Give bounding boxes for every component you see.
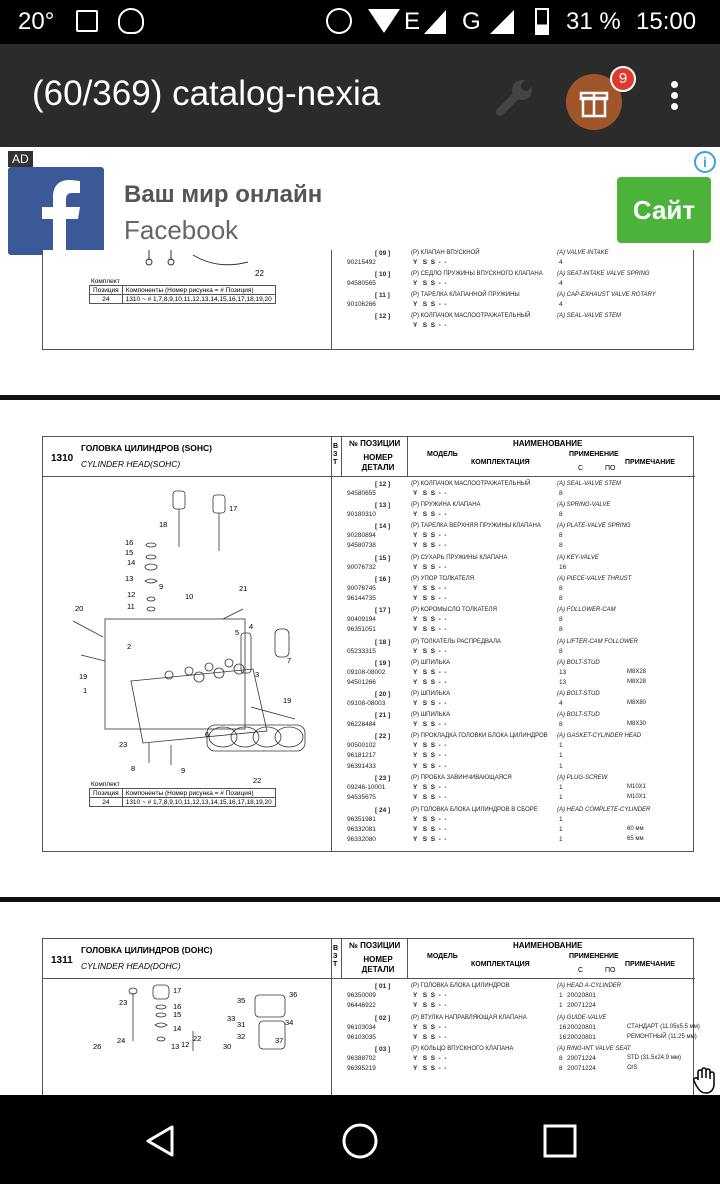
part-flags: Y S S - - [413,301,447,308]
ad-headline: Ваш мир онлайн [124,181,323,208]
part-position: [ 02 ] [375,1014,391,1022]
svg-text:11: 11 [127,602,135,611]
part-number: 09108-08002 [347,668,386,676]
facebook-logo-icon [8,167,104,255]
part-note: M8X30 [627,721,647,727]
part-name-en: (A) FOLLOWER-CAM [557,607,616,613]
col-note: ПРИМЕЧАНИЕ [625,961,675,968]
svg-text:13: 13 [125,574,134,583]
svg-text:14: 14 [127,558,136,567]
col-pos: № ПОЗИЦИИ [349,439,401,448]
part-qty: 13 [559,678,567,686]
part-number: 90180310 [347,511,376,518]
part-qty: 4 [559,280,563,287]
part-number: 96446922 [347,1002,376,1009]
part-flags: Y S S - - [413,259,447,266]
svg-text:17: 17 [173,986,182,995]
col-to: ПО [605,967,616,974]
part-qty: 1 [559,815,563,823]
section-code: 1311 [51,955,73,966]
part-flags: Y S S - - [413,752,447,759]
part-qty: 8 [559,532,563,539]
svg-text:1: 1 [83,686,88,695]
komplekt-label: Комплект [91,278,120,285]
part-number: 96350009 [347,992,376,999]
part-name-en: (A) KEY-VALVE [557,554,599,561]
part-qty: 13 [559,668,567,676]
section-title-en: CYLINDER HEAD(DOHC) [81,961,181,971]
part-position: [ 13 ] [375,502,391,509]
part-number: 96351051 [347,626,376,633]
part-name-ru: (P) ТАРЕЛКА ВЕРХНЯЯ ПРУЖИНЫ КЛАПАНА [411,523,541,529]
part-name-ru: (P) ТАРЕЛКА КЛАПАННОЙ ПРУЖИНЫ [411,292,520,298]
navigation-bar [0,1095,720,1184]
part-number: 96395219 [347,1065,376,1072]
part-qty: 8 [559,647,563,655]
part-name-ru: (P) ГОЛОВКА БЛОКА ЦИЛИНДРОВ В СБОРЕ [411,806,538,813]
part-number: 94580655 [347,490,376,497]
part-number: 96228484 [347,721,376,728]
status-bar [0,0,720,44]
part-number: 90409194 [347,616,376,623]
col-partnum: НОМЕР ДЕТАЛИ [361,453,395,472]
part-name-ru: (P) УПОР ТОЛКАТЕЛЯ [411,575,475,582]
sheet-1310 [42,436,694,852]
ad-cta-button[interactable]: Сайт [617,177,711,243]
svg-text:24: 24 [117,1036,126,1045]
part-note: M8X28 [627,678,647,685]
recents-icon [540,1121,580,1161]
download-icon [76,10,98,32]
part-flags: Y S S - - [413,647,447,655]
part-qty: 8 [559,542,563,549]
col-name: НАИМЕНОВАНИЕ [513,941,583,950]
svg-text:9: 9 [181,766,186,775]
part-name-ru: (P) ГОЛОВКА БЛОКА ЦИЛИНДРОВ [411,983,510,989]
col-apply: ПРИМЕНЕНИЕ [569,953,619,960]
part-note: STD (31.5x24.9 мм) [627,1055,681,1061]
part-flags: Y S S - - [413,1033,447,1041]
part-name-en: (A) PLUG-SCREW [557,775,608,781]
part-qty: 4 [559,259,563,266]
svg-text:35: 35 [237,996,246,1005]
komplekt-v1: 24 [90,798,123,807]
svg-text:19: 19 [79,672,88,681]
section-title-en: CYLINDER HEAD(SOHC) [81,459,181,469]
part-number: 96332081 [347,825,376,833]
part-name-en: (A) SEAL-VALVE STEM [557,481,622,487]
col-kompl: КОМПЛЕКТАЦИЯ [471,961,530,968]
ad-subtitle: Facebook [124,215,239,245]
part-position: [ 12 ] [375,313,391,320]
part-qty: 8 [559,594,563,602]
part-name-ru: (P) ТОЛКАТЕЛЬ РАСПРЕДВАЛА [411,638,501,645]
col-from: С [578,967,584,974]
part-from: 20020801 [567,992,596,999]
part-name-ru: (P) ПРОБКА ЗАВИНЧИВАЮЩАЯСЯ [411,775,512,781]
svg-text:7: 7 [287,656,292,665]
komplekt-h1: Позиция [90,789,123,798]
part-flags: Y S S - - [413,626,447,633]
part-flags: Y S S - - [413,542,447,549]
svg-text:15: 15 [173,1010,182,1019]
col-partnum: НОМЕР ДЕТАЛИ [361,955,395,974]
komplekt-v1: 24 [90,295,123,304]
part-note: РЕМОНТНЫЙ (11.25 мм) [627,1033,697,1040]
svg-text:16: 16 [173,1002,182,1011]
part-name-en: (A) SPRING-VALVE [557,502,611,508]
svg-text:12: 12 [181,1040,190,1049]
part-note: O/S [627,1065,638,1071]
part-flags: Y S S - - [413,1002,447,1009]
part-flags: Y S S - - [413,762,447,770]
part-name-en: (A) GUIDE-VALVE [557,1014,607,1021]
part-position: [ 18 ] [375,638,391,646]
part-flags: Y S S - - [413,1023,447,1031]
part-qty: 8 [559,616,563,623]
part-number: 96332080 [347,836,376,843]
part-number: 96144735 [347,594,376,602]
komplekt-h1: Позиция [90,286,123,295]
part-name-en: (A) GASKET-CYLINDER HEAD [557,733,642,739]
part-name-en: (A) HEAD A-CYLINDER [557,983,622,989]
part-name-ru: (P) КЛАПАН ВПУСКНОЙ [411,250,480,256]
col-name: НАИМЕНОВАНИЕ [513,439,583,448]
sheet-header: 1311 ГОЛОВКА ЦИЛИНДРОВ (DOHC) CYLINDER HEAD(DOHC) В З Т № ПОЗИЦИИ НОМЕР ДЕТАЛИ НАИМЕНОВАНИЕ МОДЕЛЬ КОМПЛЕКТАЦИЯ ПРИМЕНЕНИЕ С ПО ПРИМЕЧАНИЕ [43,939,695,979]
part-position: [ 12 ] [375,481,391,488]
col-model: МОДЕЛЬ [427,953,458,960]
part-note: M10X1 [627,794,647,800]
part-number: 90076732 [347,563,376,571]
part-name-ru: (P) КОЛЬЦО ВПУСКНОГО КЛАПАНА [411,1046,514,1052]
svg-text:15: 15 [125,548,134,557]
catalog-viewer[interactable] [0,250,720,1095]
svg-text:30: 30 [223,1042,232,1051]
part-position: [ 15 ] [375,554,391,562]
part-position: [ 17 ] [375,607,391,614]
alarm-icon [326,8,352,34]
col-note: ПРИМЕЧАНИЕ [625,459,675,466]
svg-text:19: 19 [283,696,292,705]
svg-text:23: 23 [119,740,128,749]
svg-text:36: 36 [289,990,298,999]
part-qty: 1 [559,742,563,749]
part-flags: Y S S - - [413,992,447,999]
notification-badge: 9 [610,66,636,92]
part-name-ru: (P) ПРУЖИНА КЛАПАНА [411,502,481,508]
svg-text:13: 13 [171,1042,180,1051]
part-qty: 8 [559,490,563,497]
part-position: [ 01 ] [375,983,391,990]
part-number: 94580738 [347,542,376,549]
part-qty: 1 [559,836,563,843]
col-from: С [578,465,584,472]
part-position: [ 16 ] [375,575,391,583]
part-number: 94501266 [347,678,376,686]
part-name-ru: (P) СУХАРЬ ПРУЖИНЫ КЛАПАНА [411,554,508,561]
page-separator [0,897,720,902]
svg-text:5: 5 [235,628,240,637]
part-position: [ 11 ] [375,292,390,299]
part-number: 09108-08003 [347,700,386,707]
svg-text:17: 17 [229,504,238,513]
part-name-ru: (P) ПРОКЛАДКА ГОЛОВКИ БЛОКА ЦИЛИНДРОВ [411,733,548,739]
part-position: [ 10 ] [375,271,391,278]
part-position: [ 20 ] [375,691,391,698]
part-number: 96103035 [347,1033,376,1041]
part-number: 05233315 [347,647,376,655]
part-number: 90500102 [347,742,376,749]
part-qty: 8 [559,626,563,633]
section-code: 1310 [51,453,74,464]
part-flags: Y S S - - [413,1065,447,1072]
svg-text:21: 21 [239,584,248,593]
svg-text:3: 3 [255,670,260,679]
part-note: M8X28 [627,668,647,675]
komplekt-h2: Компоненты (Номер рисунка = # Позиция) [122,789,275,798]
part-name-en: (A) PLATE-VALVE SPRING [557,523,631,529]
hand-cursor-icon [692,1066,718,1094]
part-note: СТАНДАРТ (11.05x5.5 мм) [627,1023,700,1030]
part-flags: Y S S - - [413,616,447,623]
part-qty: 16 [559,1023,567,1031]
part-flags: Y S S - - [413,784,447,791]
part-qty: 8 [559,1065,563,1072]
battery-percent: 31 % [566,8,621,35]
svg-text:4: 4 [249,622,254,631]
signal-g-label: G [462,8,481,35]
part-name-ru: (P) КОЛПАЧОК МАСЛООТРАЖАТЕЛЬНЫЙ [411,481,531,487]
part-flags: Y S S - - [413,836,447,843]
part-number: 94535675 [347,794,376,801]
part-number: 90215492 [347,259,376,266]
part-name-en: (A) BOLT-STUD [557,691,600,697]
part-flags: Y S S - - [413,678,447,686]
wrench-icon[interactable] [492,76,536,120]
part-name-en: (A) BOLT-STUD [557,659,600,666]
part-qty: 1 [559,784,563,791]
svg-text:22: 22 [193,1034,202,1043]
part-name-en: (A) SEAT-INTAKE VALVE SPRING [557,271,650,277]
svg-text:22: 22 [255,269,264,278]
part-flags: Y S S - - [413,322,447,329]
part-position: [ 24 ] [375,806,391,814]
part-name-ru: (P) ШПИЛЬКА [411,712,451,718]
svg-text:12: 12 [127,590,136,599]
part-flags: Y S S - - [413,815,447,823]
svg-text:32: 32 [237,1032,246,1041]
komplekt-table-prev [89,278,276,304]
part-flags: Y S S - - [413,584,447,592]
part-flags: Y S S - - [413,511,447,518]
part-flags: Y S S - - [413,825,447,833]
part-number: 90076745 [347,584,376,592]
part-qty: 1 [559,794,563,801]
svg-text:20: 20 [75,604,84,613]
dohc-diagram [43,981,331,1091]
part-name-en: (A) VALVE-INTAKE [557,250,609,256]
part-name-en: (A) LIFTER-CAM FOLLOWER [557,638,639,645]
part-name-en: (A) PIECE-VALVE THRUST [557,575,632,582]
ad-info-icon[interactable]: i [694,151,716,173]
part-qty: 16 [559,563,567,571]
app-shield-icon [118,8,144,34]
part-note: 60 мм [627,825,644,832]
part-qty: 8 [559,1055,563,1062]
part-number: 96388702 [347,1055,376,1062]
part-name-en: (A) SEAL-VALVE STEM [557,313,622,319]
svg-text:31: 31 [237,1020,246,1029]
home-button[interactable] [340,1121,380,1161]
back-icon [140,1121,180,1161]
home-icon [340,1121,380,1161]
ad-banner[interactable] [0,147,720,260]
svg-text:34: 34 [285,1018,294,1027]
part-qty: 1 [559,1002,563,1009]
col-to: ПО [605,465,616,472]
svg-text:37: 37 [275,1036,284,1045]
svg-text:6: 6 [205,730,210,739]
sheet-prev [42,250,694,350]
signal-2-icon [490,10,514,34]
part-qty: 16 [559,1033,567,1041]
part-flags: Y S S - - [413,721,447,728]
section-title-ru: ГОЛОВКА ЦИЛИНДРОВ (DOHC) [81,945,213,955]
col-apply: ПРИМЕНЕНИЕ [569,451,619,458]
part-flags: Y S S - - [413,594,447,602]
part-position: [ 09 ] [375,250,391,257]
part-name-ru: (P) ШПИЛЬКА [411,659,451,666]
back-button[interactable] [140,1121,180,1161]
komplekt-h2: Компоненты (Номер рисунка = # Позиция) [122,286,275,295]
svg-text:8: 8 [131,764,136,773]
part-flags: Y S S - - [413,668,447,676]
part-qty: 8 [559,721,563,728]
svg-text:16: 16 [125,538,134,547]
part-qty: 8 [559,511,563,518]
svg-text:18: 18 [159,520,168,529]
svg-text:14: 14 [173,1024,182,1033]
part-position: [ 23 ] [375,775,391,782]
part-position: [ 21 ] [375,712,391,719]
part-qty: 4 [559,301,563,308]
part-position: [ 03 ] [375,1046,391,1053]
svg-text:26: 26 [93,1042,102,1051]
part-note: M8X80 [627,700,647,706]
part-number: 09246-10001 [347,784,386,791]
part-position: [ 14 ] [375,523,391,530]
part-flags: Y S S - - [413,742,447,749]
recents-button[interactable] [540,1121,580,1161]
part-flags: Y S S - - [413,490,447,497]
part-number: 96103034 [347,1023,376,1031]
svg-text:2: 2 [127,642,132,651]
komplekt-table [89,781,276,807]
wifi-icon [368,9,400,33]
part-note: 65 мм [627,836,644,842]
part-name-ru: (P) ШПИЛЬКА [411,691,451,697]
part-name-ru: (P) КОЛПАЧОК МАСЛООТРАЖАТЕЛЬНЫЙ [411,313,531,319]
part-position: [ 22 ] [375,733,391,740]
part-name-en: (A) HEAD COMPLETE-CYLINDER [557,806,651,813]
part-flags: Y S S - - [413,700,447,707]
temperature: 20° [18,8,55,35]
part-note: M10X1 [627,784,647,790]
komplekt-v2: 1310 ~ # 1,7,8,9,10,11,12,13,14,15,16,17,18,19,20 [122,295,275,304]
komplekt-label: Комплект [91,781,120,788]
page-title: (60/369) catalog-nexia [32,74,381,113]
part-number: 90106266 [347,301,376,308]
signal-1-icon [424,10,446,34]
part-flags: Y S S - - [413,563,447,571]
part-name-en: (A) RING-INT VALVE SEAT [557,1046,631,1052]
part-number: 96391433 [347,762,376,770]
komplekt-v2: 1310 ~ # 1,7,8,9,10,11,12,13,14,15,16,17,18,19,20 [122,798,275,807]
part-flags: Y S S - - [413,1055,447,1062]
part-name-ru: (P) ВТУЛКА НАПРАВЛЯЮЩАЯ КЛАПАНА [411,1014,527,1021]
part-qty: 1 [559,762,563,770]
part-name-ru: (P) СЕДЛО ПРУЖИНЫ ВПУСКНОГО КЛАПАНА [411,271,543,277]
svg-text:10: 10 [185,592,194,601]
part-qty: 4 [559,700,563,707]
part-name-ru: (P) КОРОМЫСЛО ТОЛКАТЕЛЯ [411,607,497,613]
part-from: 20071224 [567,1055,596,1062]
battery-icon [535,8,549,35]
part-number: 94580565 [347,280,376,287]
part-number: 96351981 [347,815,376,823]
part-from: 20020801 [567,1023,596,1031]
signal-e-label: E [404,8,421,35]
part-number: 90280894 [347,532,376,539]
svg-text:9: 9 [159,582,164,591]
part-from: 20020801 [567,1033,596,1041]
part-qty: 1 [559,992,563,999]
part-qty: 1 [559,825,563,833]
clock: 15:00 [636,8,697,35]
app-toolbar [0,44,720,147]
part-number: 96181217 [347,752,376,759]
overflow-menu-icon[interactable] [664,80,684,116]
col-pos: № ПОЗИЦИИ [349,941,401,950]
part-flags: Y S S - - [413,280,447,287]
page-separator [0,395,720,400]
part-flags: Y S S - - [413,794,447,801]
part-name-en: (A) CAP-EXHAUST VALVE ROTARY [557,292,656,298]
svg-text:22: 22 [253,776,262,785]
col-kompl: КОМПЛЕКТАЦИЯ [471,459,530,466]
part-from: 20071224 [567,1065,596,1072]
col-model: МОДЕЛЬ [427,451,458,458]
svg-text:23: 23 [119,998,128,1007]
svg-text:33: 33 [227,1014,236,1023]
part-position: [ 19 ] [375,659,391,667]
part-from: 20071224 [567,1002,596,1009]
section-title-ru: ГОЛОВКА ЦИЛИНДРОВ (SOHC) [81,443,212,453]
part-flags: Y S S - - [413,532,447,539]
sheet-header: 1310 ГОЛОВКА ЦИЛИНДРОВ (SOHC) CYLINDER HEAD(SOHC) В З Т № ПОЗИЦИИ НОМЕР ДЕТАЛИ НАИМЕНОВАНИЕ МОДЕЛЬ КОМПЛЕКТАЦИЯ ПРИМЕНЕНИЕ С ПО ПРИМЕЧАНИЕ [43,437,695,477]
part-qty: 8 [559,584,563,592]
part-qty: 1 [559,752,563,759]
part-name-en: (A) BOLT-STUD [557,712,600,718]
ad-tag: AD [8,151,33,167]
